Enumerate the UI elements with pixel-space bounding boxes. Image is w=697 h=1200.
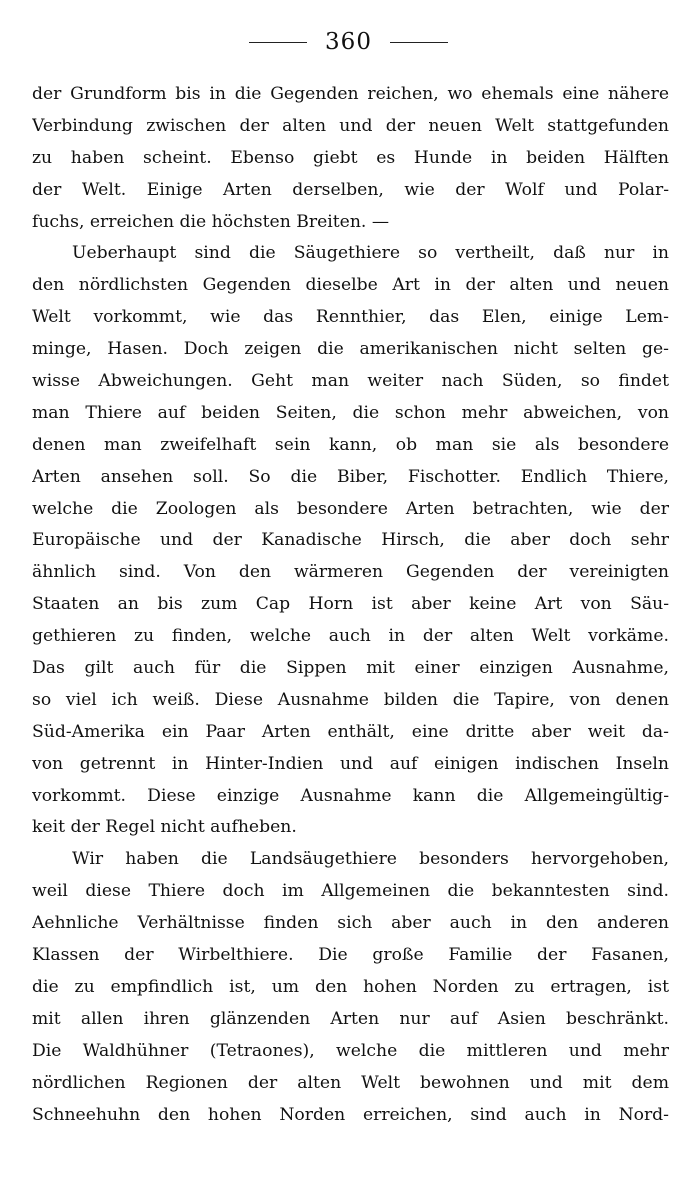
text-line: so viel ich weiß. Diese Ausnahme bilden die Tapire, von denen bbox=[32, 689, 669, 710]
text-line: wisse Abweichungen. Geht man weiter nach Süden, so findet bbox=[32, 371, 669, 392]
text-line: der Grundform bis in die Gegenden reichen, wo ehemals eine nähere bbox=[32, 84, 669, 104]
text-line: ähnlich sind. Von den wärmeren Gegenden der vereinigten bbox=[32, 562, 669, 583]
text-line: der Welt. Einige Arten derselben, wie der Wolf und Polar- bbox=[32, 179, 669, 200]
text-line: minge, Hasen. Doch zeigen die amerikanischen nicht selten ge- bbox=[32, 339, 669, 360]
text-line: Schneehuhn den hohen Norden erreichen, sind auch in Nord- bbox=[32, 1104, 669, 1125]
text-line: Klassen der Wirbelthiere. Die große Familie der Fasanen, bbox=[32, 945, 669, 966]
text-line: Staaten an bis zum Cap Horn ist aber keine Art von Säu- bbox=[32, 594, 669, 615]
text-line: Ueberhaupt sind die Säugethiere so vertheilt, daß nur in bbox=[72, 243, 669, 264]
header-rule-right bbox=[390, 42, 448, 43]
text-line: den nördlichsten Gegenden dieselbe Art in der alten und neuen bbox=[32, 275, 669, 296]
text-line: Verbindung zwischen der alten und der neuen Welt stattgefunden bbox=[32, 115, 669, 136]
text-line: Aehnliche Verhältnisse finden sich aber auch in den anderen bbox=[32, 913, 669, 934]
text-line: keit der Regel nicht aufheben. bbox=[32, 817, 297, 838]
text-line: vorkommt. Diese einzige Ausnahme kann die Allgemeingültig- bbox=[32, 785, 669, 806]
page-header bbox=[0, 24, 697, 60]
text-line: von getrennt in Hinter-Indien und auf einigen indischen Inseln bbox=[32, 753, 669, 774]
text-line: fuchs, erreichen die höchsten Breiten. — bbox=[32, 211, 390, 232]
header-rule-left bbox=[249, 42, 307, 43]
text-line: denen man zweifelhaft sein kann, ob man sie als besondere bbox=[32, 434, 669, 455]
text-line: die zu empfindlich ist, um den hohen Norden zu ertragen, ist bbox=[32, 976, 669, 997]
text-line: Die Waldhühner (Tetraones), welche die mittleren und mehr bbox=[32, 1040, 669, 1061]
text-line: Das gilt auch für die Sippen mit einer einzigen Ausnahme, bbox=[32, 658, 669, 679]
text-line: Welt vorkommt, wie das Rennthier, das Elen, einige Lem- bbox=[32, 307, 669, 328]
text-line: Arten ansehen soll. So die Biber, Fischotter. Endlich Thiere, bbox=[32, 466, 669, 487]
page-number: 360 bbox=[325, 29, 372, 55]
text-line: zu haben scheint. Ebenso giebt es Hunde in beiden Hälften bbox=[32, 147, 669, 168]
text-line: Europäische und der Kanadische Hirsch, die aber doch sehr bbox=[32, 530, 669, 551]
paragraph bbox=[32, 844, 669, 1131]
text-line: mit allen ihren glänzenden Arten nur auf Asien beschränkt. bbox=[32, 1008, 669, 1029]
body-text bbox=[32, 79, 669, 1131]
paragraph bbox=[32, 79, 669, 238]
text-line: Wir haben die Landsäugethiere besonders hervorgehoben, bbox=[72, 849, 669, 870]
text-line: gethieren zu finden, welche auch in der alten Welt vorkäme. bbox=[32, 626, 669, 647]
text-line: welche die Zoologen als besondere Arten betrachten, wie der bbox=[32, 498, 669, 519]
text-line: man Thiere auf beiden Seiten, die schon mehr abweichen, von bbox=[32, 402, 669, 423]
text-line: weil diese Thiere doch im Allgemeinen die bekanntesten sind. bbox=[32, 881, 669, 902]
paragraph bbox=[32, 238, 669, 844]
text-line: nördlichen Regionen der alten Welt bewohnen und mit dem bbox=[32, 1072, 669, 1093]
text-line: Süd-Amerika ein Paar Arten enthält, eine dritte aber weit da- bbox=[32, 721, 669, 742]
